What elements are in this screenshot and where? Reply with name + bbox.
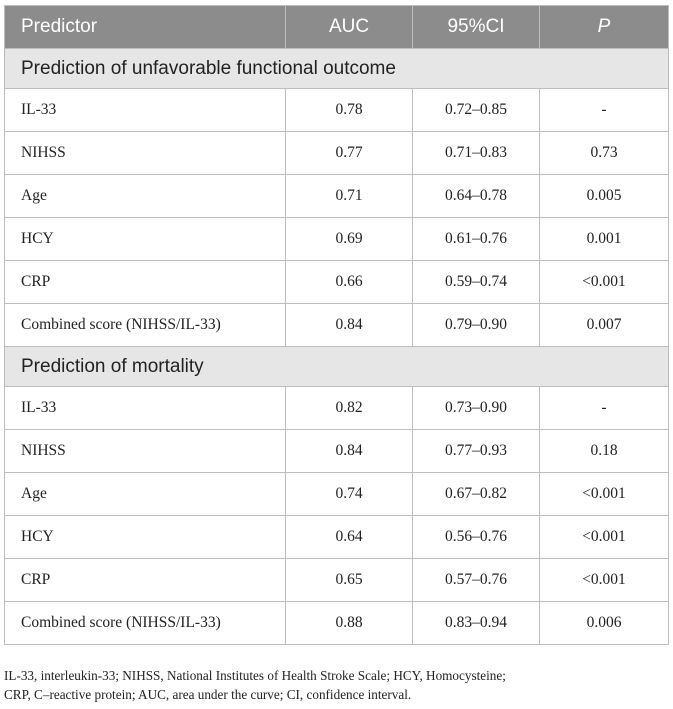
cell-p: - [540,387,669,430]
cell-auc: 0.74 [286,473,413,516]
cell-auc: 0.84 [286,430,413,473]
cell-ci: 0.72–0.85 [413,89,540,132]
cell-p: 0.007 [540,304,669,347]
cell-ci: 0.83–0.94 [413,602,540,645]
table-row [5,132,669,175]
cell-predictor: CRP [5,261,286,304]
cell-auc: 0.88 [286,602,413,645]
cell-ci: 0.67–0.82 [413,473,540,516]
cell-ci: 0.61–0.76 [413,218,540,261]
table-row [5,430,669,473]
table-row [5,559,669,602]
table-row [5,304,669,347]
header-auc: AUC [286,6,413,49]
cell-predictor: Age [5,175,286,218]
cell-ci: 0.56–0.76 [413,516,540,559]
cell-predictor: IL-33 [5,387,286,430]
footnote-line: CRP, C–reactive protein; AUC, area under the curve; CI, confidence interval. [4,687,412,702]
cell-ci: 0.73–0.90 [413,387,540,430]
cell-p: <0.001 [540,559,669,602]
cell-predictor: CRP [5,559,286,602]
table-footnote [4,666,672,704]
cell-predictor: IL-33 [5,89,286,132]
header-p: P [540,6,669,49]
table-row [5,89,669,132]
cell-predictor: NIHSS [5,132,286,175]
cell-p: <0.001 [540,473,669,516]
header-ci: 95%CI [413,6,540,49]
cell-ci: 0.64–0.78 [413,175,540,218]
auc-table [4,5,669,645]
cell-auc: 0.82 [286,387,413,430]
cell-ci: 0.79–0.90 [413,304,540,347]
cell-p: 0.005 [540,175,669,218]
cell-predictor: Combined score (NIHSS/IL-33) [5,304,286,347]
table-row [5,387,669,430]
section-row-functional-outcome [5,49,669,89]
cell-auc: 0.64 [286,516,413,559]
cell-p: 0.006 [540,602,669,645]
table-row [5,473,669,516]
cell-ci: 0.71–0.83 [413,132,540,175]
cell-p: 0.001 [540,218,669,261]
cell-p: 0.73 [540,132,669,175]
cell-predictor: NIHSS [5,430,286,473]
cell-ci: 0.77–0.93 [413,430,540,473]
table-row [5,175,669,218]
cell-predictor: HCY [5,218,286,261]
cell-auc: 0.66 [286,261,413,304]
header-predictor: Predictor [5,6,286,49]
footnote-line: IL-33, interleukin-33; NIHSS, National Institutes of Health Stroke Scale; HCY, Homocysteine; [4,668,506,683]
cell-ci: 0.59–0.74 [413,261,540,304]
cell-p: 0.18 [540,430,669,473]
cell-auc: 0.65 [286,559,413,602]
cell-auc: 0.77 [286,132,413,175]
section-row-mortality [5,347,669,387]
cell-ci: 0.57–0.76 [413,559,540,602]
cell-auc: 0.78 [286,89,413,132]
cell-auc: 0.71 [286,175,413,218]
section-title: Prediction of mortality [5,347,669,387]
table-row [5,218,669,261]
table-row [5,516,669,559]
cell-auc: 0.69 [286,218,413,261]
section-title: Prediction of unfavorable functional outcome [5,49,669,89]
cell-p: <0.001 [540,516,669,559]
table-row [5,261,669,304]
cell-predictor: HCY [5,516,286,559]
cell-predictor: Age [5,473,286,516]
cell-p: <0.001 [540,261,669,304]
cell-auc: 0.84 [286,304,413,347]
cell-predictor: Combined score (NIHSS/IL-33) [5,602,286,645]
cell-p: - [540,89,669,132]
table-row [5,602,669,645]
table-header [5,6,669,49]
